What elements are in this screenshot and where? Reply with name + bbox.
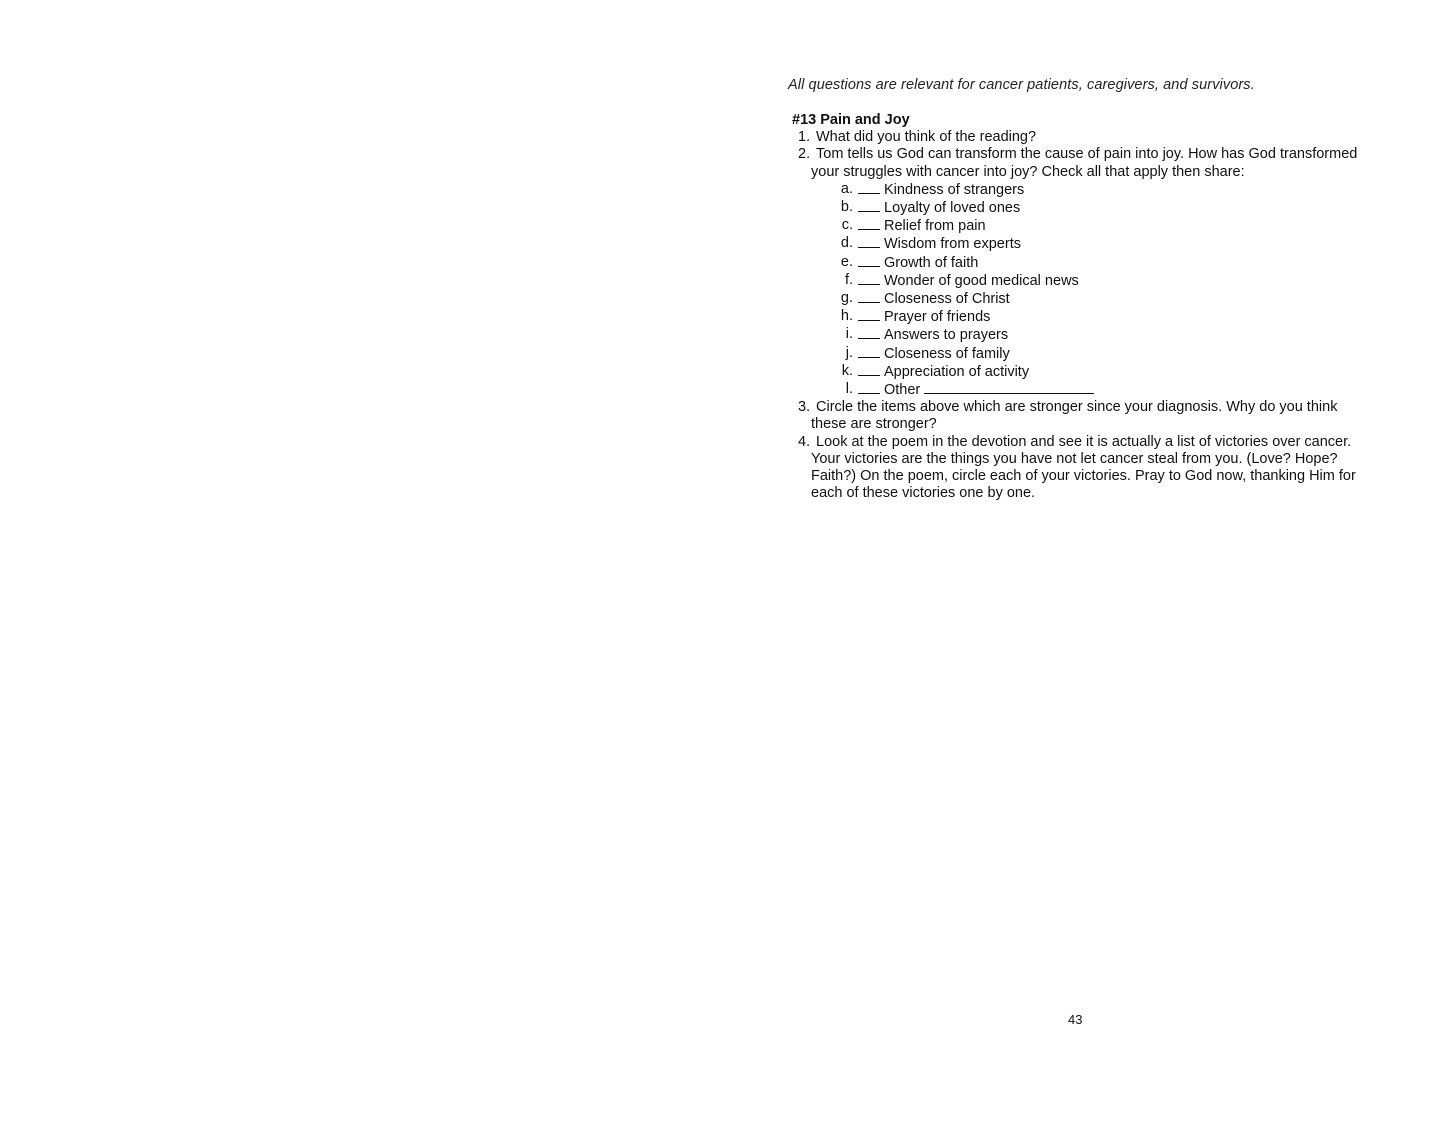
question-item	[792, 434, 1372, 503]
item-letter: i.	[845, 326, 853, 343]
question-text: Tom tells us God can transform the cause of pain into joy. How has God transformed your struggles with cancer into joy? Check all that apply then share:	[811, 146, 1358, 180]
item-letter: e.	[840, 253, 853, 270]
question-text: What did you think of the reading?	[816, 129, 1037, 146]
question-number: 1.	[798, 129, 811, 146]
checklist-item	[811, 345, 1372, 363]
item-letter: g.	[840, 290, 853, 307]
check-blank[interactable]	[858, 326, 880, 339]
question-item	[792, 146, 1372, 399]
check-blank[interactable]	[858, 199, 880, 212]
checklist-item	[811, 235, 1372, 253]
item-letter: c.	[841, 217, 853, 234]
item-text: Answers to prayers	[884, 327, 1009, 344]
item-text: Loyalty of loved ones	[884, 200, 1021, 217]
item-text: Closeness of Christ	[884, 291, 1010, 308]
checklist-item	[811, 381, 1372, 399]
item-text: Growth of faith	[884, 254, 979, 271]
item-letter: a.	[840, 180, 853, 197]
check-blank[interactable]	[858, 254, 880, 267]
other-write-in-blank[interactable]	[924, 381, 1094, 394]
checklist-item	[811, 308, 1372, 326]
checklist-item	[811, 326, 1372, 344]
check-blank[interactable]	[858, 235, 880, 248]
check-blank[interactable]	[858, 181, 880, 194]
check-blank[interactable]	[858, 290, 880, 303]
item-text: Wonder of good medical news	[884, 272, 1079, 289]
check-blank[interactable]	[858, 345, 880, 358]
item-text: Wisdom from experts	[884, 236, 1021, 253]
check-blank[interactable]	[858, 308, 880, 321]
item-letter: k.	[841, 362, 853, 379]
question-item	[792, 129, 1372, 146]
item-letter: h.	[840, 308, 853, 325]
check-blank[interactable]	[858, 381, 880, 394]
checklist-item	[811, 290, 1372, 308]
item-text: Closeness of family	[884, 345, 1010, 362]
checklist-item	[811, 217, 1372, 235]
item-text: Prayer of friends	[884, 309, 991, 326]
checklist-item	[811, 363, 1372, 381]
question-text: Look at the poem in the devotion and see it is actually a list of victories over cancer. Your victories are the things you have not let cancer steal from you. (Love? Hope? Faith?) On the poem, circle each of your victories. Pray to God now, thanking Him for each of these victories one by one.	[811, 433, 1356, 502]
item-letter: j.	[845, 344, 853, 361]
item-text: Other	[884, 382, 921, 399]
checklist-item	[811, 181, 1372, 199]
item-letter: l.	[845, 381, 853, 398]
question-number: 3.	[798, 399, 811, 416]
item-letter: d.	[840, 235, 853, 252]
question-item	[792, 399, 1372, 433]
checklist-item	[811, 254, 1372, 272]
item-letter: b.	[840, 199, 853, 216]
question-list	[792, 129, 1372, 502]
question-number: 4.	[798, 433, 811, 450]
checklist-item	[811, 199, 1372, 217]
section-heading: #13 Pain and Joy	[792, 112, 910, 128]
question-text: Circle the items above which are stronger since your diagnosis. Why do you think these are stronger?	[811, 399, 1338, 433]
check-blank[interactable]	[858, 217, 880, 230]
question-number: 2.	[798, 146, 811, 163]
checklist	[811, 181, 1372, 399]
discussion-questions	[792, 112, 1372, 502]
check-blank[interactable]	[858, 363, 880, 376]
intro-note: All questions are relevant for cancer patients, caregivers, and survivors.	[788, 77, 1255, 93]
page-number: 43	[1068, 1012, 1083, 1027]
item-text: Kindness of strangers	[884, 181, 1025, 198]
item-text: Appreciation of activity	[884, 363, 1030, 380]
item-letter: f.	[844, 271, 853, 288]
checklist-item	[811, 272, 1372, 290]
item-text: Relief from pain	[884, 218, 986, 235]
check-blank[interactable]	[858, 272, 880, 285]
